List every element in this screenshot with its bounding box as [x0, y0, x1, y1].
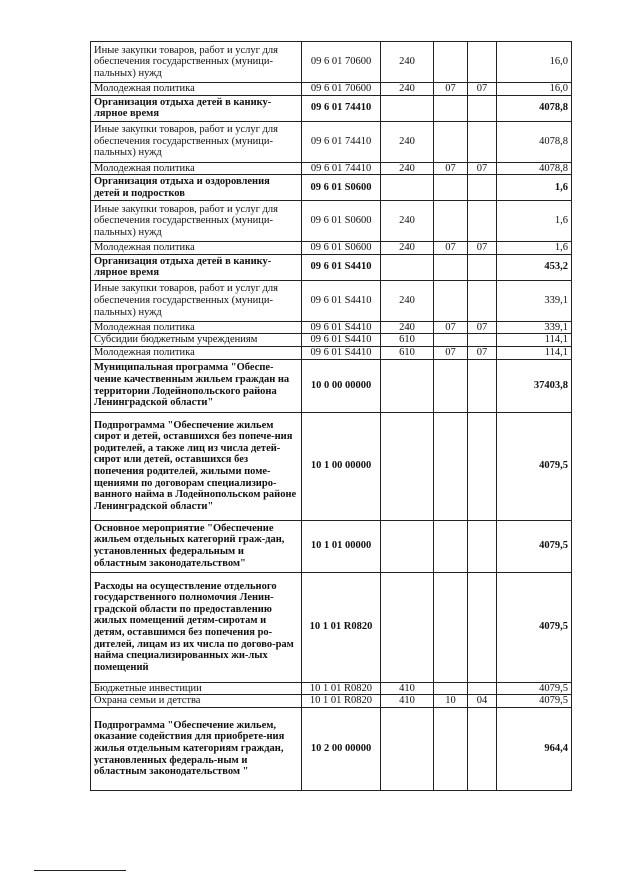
cell-expense-type: 240 — [381, 242, 434, 255]
cell-subsection — [468, 707, 497, 790]
table-row — [91, 242, 572, 255]
table-row — [91, 695, 572, 708]
cell-amount: 4079,5 — [497, 695, 572, 708]
cell-subsection — [468, 520, 497, 572]
cell-expense-type: 410 — [381, 682, 434, 695]
cell-target-code: 10 1 01 R0820 — [302, 695, 381, 708]
cell-row-name: Охрана семьи и детства — [91, 695, 302, 708]
cell-subsection — [468, 95, 497, 121]
cell-row-name: Бюджетные инвестиции — [91, 682, 302, 695]
cell-section — [434, 42, 468, 83]
cell-row-name: Расходы на осуществление отдельного государственного полномочия Ленин-градской области по предоставлению жилых помещений детям-сиротам и детям, оставшимся без попечения ро-дителей, лицам из их числа по догово-рам найма специализированных жи-лых помещений — [91, 572, 302, 682]
cell-amount: 1,6 — [497, 242, 572, 255]
cell-expense-type — [381, 95, 434, 121]
cell-target-code: 09 6 01 74410 — [302, 121, 381, 162]
cell-expense-type: 410 — [381, 695, 434, 708]
cell-subsection — [468, 572, 497, 682]
cell-section — [434, 707, 468, 790]
cell-amount: 453,2 — [497, 254, 572, 280]
footnote-separator-line — [34, 870, 126, 871]
cell-section — [434, 254, 468, 280]
cell-subsection: 07 — [468, 346, 497, 359]
cell-row-name: Основное мероприятие "Обеспечение жильем отдельных категорий граж-дан, установленных федеральным и областным законодательством" — [91, 520, 302, 572]
cell-amount: 964,4 — [497, 707, 572, 790]
cell-amount: 1,6 — [497, 175, 572, 201]
table-row — [91, 572, 572, 682]
cell-target-code: 09 6 01 S4410 — [302, 334, 381, 347]
cell-expense-type — [381, 175, 434, 201]
cell-target-code: 09 6 01 S4410 — [302, 254, 381, 280]
cell-row-name: Молодежная политика — [91, 321, 302, 334]
cell-section: 07 — [434, 162, 468, 175]
table-row — [91, 520, 572, 572]
cell-subsection: 07 — [468, 242, 497, 255]
cell-amount: 1,6 — [497, 201, 572, 242]
cell-target-code: 10 1 01 R0820 — [302, 572, 381, 682]
cell-amount: 114,1 — [497, 346, 572, 359]
cell-amount: 4078,8 — [497, 95, 572, 121]
cell-target-code: 09 6 01 70600 — [302, 42, 381, 83]
cell-expense-type — [381, 520, 434, 572]
table-row — [91, 346, 572, 359]
cell-subsection: 04 — [468, 695, 497, 708]
table-row — [91, 359, 572, 412]
cell-subsection — [468, 280, 497, 321]
cell-row-name: Субсидии бюджетным учреждениям — [91, 334, 302, 347]
cell-expense-type — [381, 359, 434, 412]
cell-target-code: 10 0 00 00000 — [302, 359, 381, 412]
cell-section — [434, 280, 468, 321]
cell-target-code: 10 1 01 00000 — [302, 520, 381, 572]
cell-section: 10 — [434, 695, 468, 708]
cell-row-name: Подпрограмма "Обеспечение жильем, оказание содействия для приобрете-ния жилья отдельным категориям граждан, установленных федераль-ным и областным законодательством " — [91, 707, 302, 790]
cell-row-name: Иные закупки товаров, работ и услуг для обеспечения государственных (муници-пальных) нужд — [91, 121, 302, 162]
cell-subsection — [468, 42, 497, 83]
cell-subsection — [468, 359, 497, 412]
cell-expense-type: 240 — [381, 83, 434, 96]
cell-amount: 37403,8 — [497, 359, 572, 412]
cell-target-code: 10 1 01 R0820 — [302, 682, 381, 695]
cell-target-code: 09 6 01 70600 — [302, 83, 381, 96]
table-row — [91, 175, 572, 201]
cell-row-name: Иные закупки товаров, работ и услуг для обеспечения государственных (муници-пальных) нужд — [91, 42, 302, 83]
cell-subsection: 07 — [468, 83, 497, 96]
cell-section — [434, 572, 468, 682]
table-row — [91, 280, 572, 321]
cell-amount: 4078,8 — [497, 121, 572, 162]
table-row — [91, 321, 572, 334]
cell-row-name: Подпрограмма "Обеспечение жильем сирот и детей, оставшихся без попече-ния родителей, а также лиц из числа детей-сирот или детей, оставшихся без попечения родителей, жилыми поме-щениями по договорам специализиро-ванного найма в Лодейнопольском районе Ленинградской области" — [91, 412, 302, 520]
table-row — [91, 682, 572, 695]
cell-expense-type: 240 — [381, 121, 434, 162]
cell-row-name: Иные закупки товаров, работ и услуг для обеспечения государственных (муници-пальных) нужд — [91, 280, 302, 321]
cell-target-code: 09 6 01 74410 — [302, 162, 381, 175]
cell-amount: 4078,8 — [497, 162, 572, 175]
cell-section — [434, 175, 468, 201]
table-row — [91, 707, 572, 790]
cell-row-name: Молодежная политика — [91, 346, 302, 359]
table-row — [91, 95, 572, 121]
table-row — [91, 412, 572, 520]
cell-row-name: Молодежная политика — [91, 162, 302, 175]
table-row — [91, 254, 572, 280]
table-row — [91, 42, 572, 83]
cell-subsection — [468, 254, 497, 280]
cell-amount: 4079,5 — [497, 572, 572, 682]
cell-subsection — [468, 682, 497, 695]
cell-expense-type — [381, 412, 434, 520]
cell-section — [434, 412, 468, 520]
cell-amount: 339,1 — [497, 280, 572, 321]
cell-row-name: Молодежная политика — [91, 242, 302, 255]
cell-subsection — [468, 334, 497, 347]
cell-amount: 4079,5 — [497, 412, 572, 520]
table-row — [91, 83, 572, 96]
table-row — [91, 334, 572, 347]
cell-row-name: Муниципальная программа "Обеспе-чение качественным жильем граждан на территории Лодейнопольского района Ленинградской области" — [91, 359, 302, 412]
cell-target-code: 09 6 01 S4410 — [302, 346, 381, 359]
cell-row-name: Организация отдыха детей в канику-лярное время — [91, 254, 302, 280]
cell-section: 07 — [434, 242, 468, 255]
cell-section — [434, 520, 468, 572]
cell-section — [434, 359, 468, 412]
cell-target-code: 09 6 01 S0600 — [302, 175, 381, 201]
cell-target-code: 09 6 01 S0600 — [302, 242, 381, 255]
cell-amount: 4079,5 — [497, 682, 572, 695]
cell-target-code: 09 6 01 S4410 — [302, 321, 381, 334]
budget-table — [90, 41, 572, 791]
cell-expense-type: 240 — [381, 201, 434, 242]
cell-subsection — [468, 175, 497, 201]
cell-amount: 16,0 — [497, 83, 572, 96]
cell-subsection — [468, 201, 497, 242]
cell-target-code: 09 6 01 S4410 — [302, 280, 381, 321]
cell-section — [434, 201, 468, 242]
cell-expense-type — [381, 707, 434, 790]
table-row — [91, 121, 572, 162]
cell-subsection: 07 — [468, 321, 497, 334]
cell-expense-type: 240 — [381, 162, 434, 175]
cell-row-name: Молодежная политика — [91, 83, 302, 96]
cell-section — [434, 95, 468, 121]
cell-subsection: 07 — [468, 162, 497, 175]
cell-amount: 16,0 — [497, 42, 572, 83]
cell-row-name: Иные закупки товаров, работ и услуг для обеспечения государственных (муници-пальных) нужд — [91, 201, 302, 242]
cell-row-name: Организация отдыха и оздоровления детей и подростков — [91, 175, 302, 201]
cell-section: 07 — [434, 83, 468, 96]
cell-target-code: 10 2 00 00000 — [302, 707, 381, 790]
cell-section — [434, 334, 468, 347]
cell-target-code: 09 6 01 S0600 — [302, 201, 381, 242]
cell-target-code: 09 6 01 74410 — [302, 95, 381, 121]
cell-target-code: 10 1 00 00000 — [302, 412, 381, 520]
cell-amount: 4079,5 — [497, 520, 572, 572]
cell-section — [434, 121, 468, 162]
cell-expense-type: 610 — [381, 346, 434, 359]
cell-section: 07 — [434, 346, 468, 359]
cell-subsection — [468, 121, 497, 162]
cell-expense-type — [381, 254, 434, 280]
table-row — [91, 201, 572, 242]
cell-section — [434, 682, 468, 695]
cell-expense-type: 240 — [381, 321, 434, 334]
cell-amount: 339,1 — [497, 321, 572, 334]
cell-expense-type: 240 — [381, 42, 434, 83]
cell-expense-type: 610 — [381, 334, 434, 347]
cell-expense-type — [381, 572, 434, 682]
cell-section: 07 — [434, 321, 468, 334]
table-row — [91, 162, 572, 175]
budget-table-body — [91, 42, 572, 791]
cell-amount: 114,1 — [497, 334, 572, 347]
cell-expense-type: 240 — [381, 280, 434, 321]
cell-row-name: Организация отдыха детей в канику-лярное время — [91, 95, 302, 121]
cell-subsection — [468, 412, 497, 520]
